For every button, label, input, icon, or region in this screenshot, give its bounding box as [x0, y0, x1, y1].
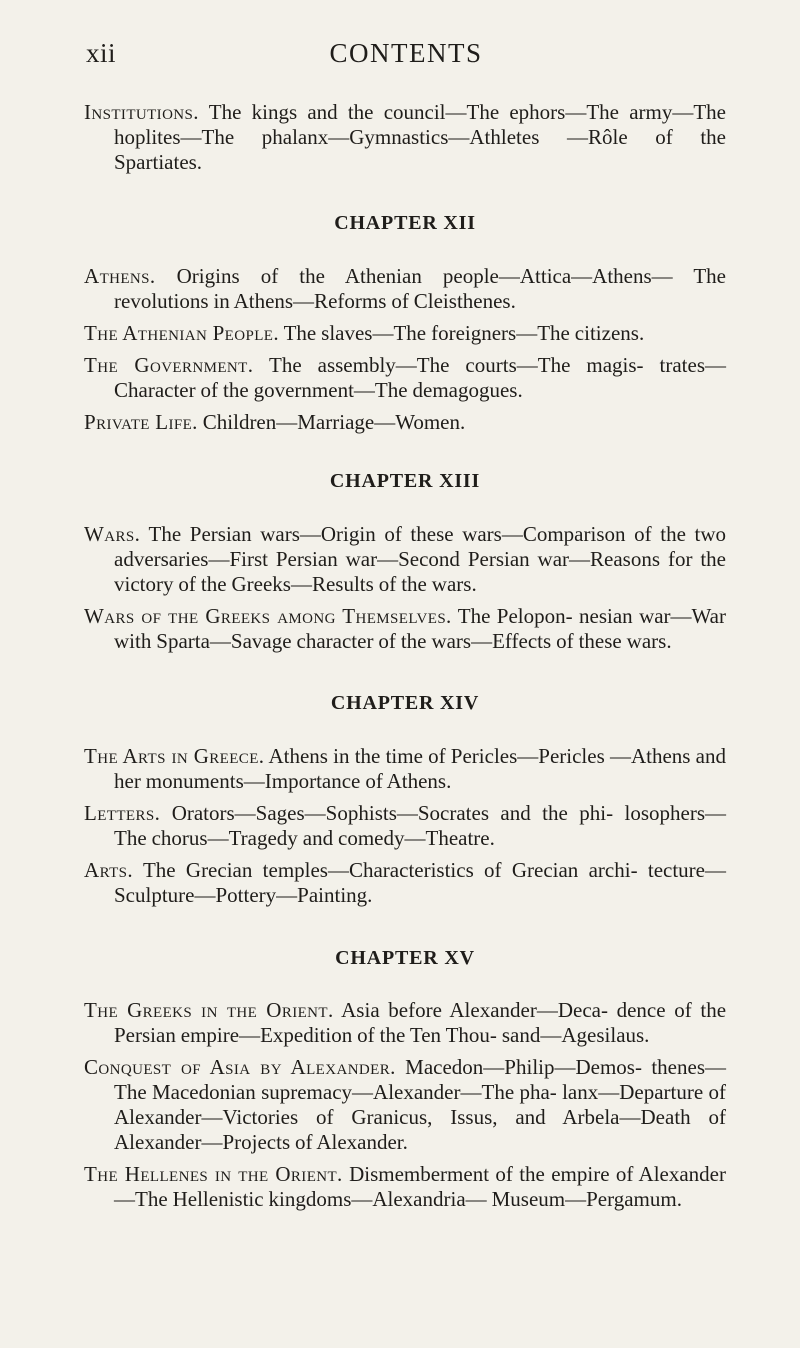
running-title: CONTENTS [329, 38, 483, 68]
entry-text: Origins of the Athenian people—Attica—Athens— The revolutions in Athens—Reforms of Cleisthenes. [114, 264, 727, 313]
entry-title: The Government. [84, 353, 254, 377]
entry-arts-in-greece [84, 744, 726, 794]
entry-wars-among-themselves [84, 604, 726, 654]
entry-text: The Persian wars—Origin of these wars—Comparison of the two adversaries—First Persian war—Second Persian war—Reasons for the victory of the Greeks—Results of the wars. [114, 522, 727, 596]
entry-title: Private Life. [84, 410, 198, 434]
chapter-heading: CHAPTER XV [335, 947, 475, 969]
chapter-heading: CHAPTER XII [334, 212, 476, 234]
entry-text: Athens in the time of Pericles—Pericles —Athens and her monuments—Importance of Athens. [114, 744, 726, 793]
entry-title: Athens. [84, 264, 156, 288]
chapter-heading: CHAPTER XIII [329, 470, 481, 492]
entry-text: Asia before Alexander—Deca- dence of the Persian empire—Expedition of the Ten Thou- sand—Agesilaus. [114, 998, 727, 1047]
entry-letters [84, 801, 726, 851]
entry-title: Arts. [84, 858, 134, 882]
entry-athens [84, 264, 726, 314]
contents-body [84, 100, 726, 1219]
entry-title: Wars. [84, 522, 141, 546]
entry-text: The slaves—The foreigners—The citizens. [283, 321, 645, 345]
entry-title: Conquest of Asia by Alexander. [84, 1055, 396, 1079]
entry-title: The Greeks in the Orient. [84, 998, 334, 1022]
entry-text: The Pelopon- nesian war—War with Sparta—Savage character of the wars—Effects of these wars. [114, 604, 726, 653]
entry-hellenes-in-orient [84, 1162, 726, 1212]
entry-text: The assembly—The courts—The magis- trates—Character of the government—The demagogues. [114, 353, 726, 402]
entry-institutions [84, 100, 726, 175]
entry-text: Dismemberment of the empire of Alexander—The Hellenistic kingdoms—Alexandria— Museum—Pergamum. [114, 1162, 726, 1211]
entry-title: The Athenian People. [84, 321, 279, 345]
entry-title: The Hellenes in the Orient. [84, 1162, 343, 1186]
entry-conquest-of-asia [84, 1055, 726, 1155]
entry-text: Children—Marriage—Women. [202, 410, 466, 434]
entry-arts [84, 858, 726, 908]
entry-title: Wars of the Greeks among Themselves. [84, 604, 452, 628]
entry-private-life [84, 410, 726, 435]
page-number: xii [86, 38, 117, 68]
entry-text: Orators—Sages—Sophists—Socrates and the phi- losophers—The chorus—Tragedy and comedy—Theatre. [114, 801, 726, 850]
entry-title: Letters. [84, 801, 161, 825]
entry-athenian-people [84, 321, 726, 346]
entry-title: Institutions. [84, 100, 199, 124]
entry-text: The Grecian temples—Characteristics of Grecian archi- tecture—Sculpture—Pottery—Painting. [114, 858, 726, 907]
entry-greeks-in-orient [84, 998, 726, 1048]
entry-government [84, 353, 726, 403]
entry-text: The kings and the council—The ephors—The army—The hoplites—The phalanx—Gymnastics—Athletes —Rôle of the Spartiates. [114, 100, 726, 174]
chapter-heading: CHAPTER XIV [330, 692, 480, 714]
entry-title: The Arts in Greece. [84, 744, 265, 768]
running-head [86, 38, 726, 74]
entry-text: Macedon—Philip—Demos- thenes—The Macedonian supremacy—Alexander—The pha- lanx—Departure of Alexander—Victories of Granicus, Issus, and Arbela—Death of Alexander—Projects of Alexander. [114, 1055, 727, 1154]
entry-wars [84, 522, 726, 597]
